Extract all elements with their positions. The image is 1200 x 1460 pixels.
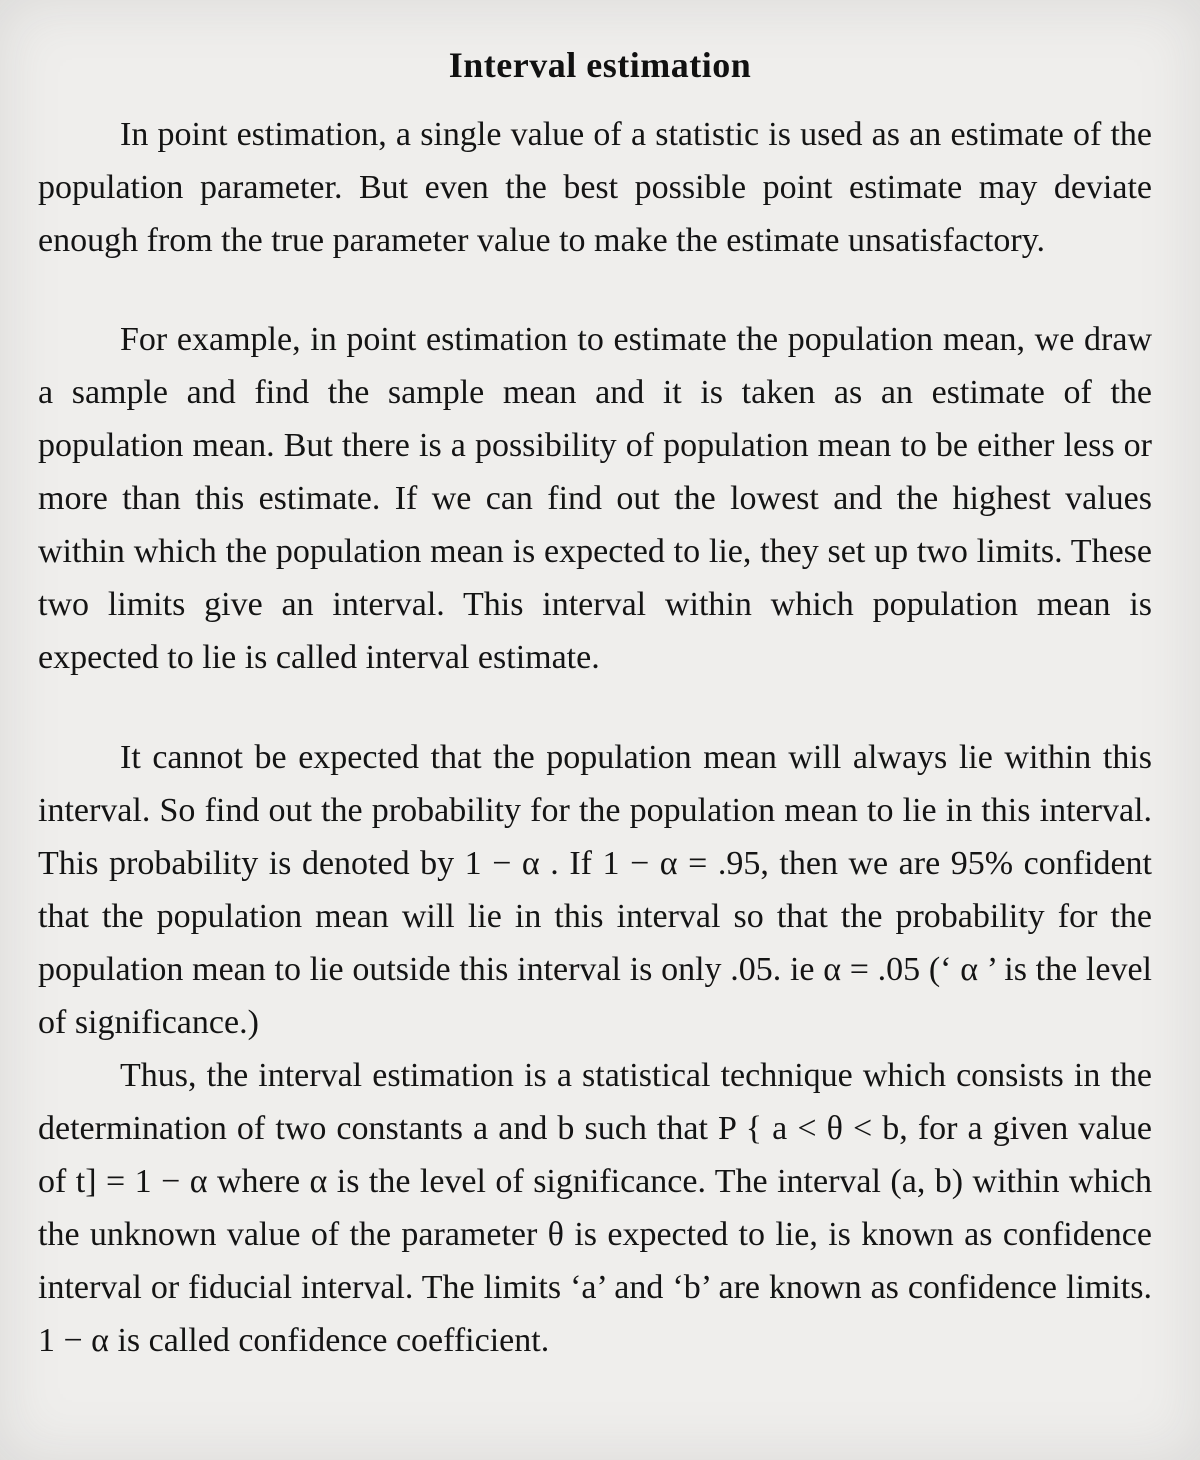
paragraph-example: For example, in point estimation to estimate the population mean, we draw a sample and find the sample mean and it is taken as an estimate of the population mean. But there is a possibility of population mean to be either less or more than this estimate. If we can find out the lowest and the highest values within which the population mean is expected to lie, they set up two limits. These two limits give an interval. This interval within which population mean is expected to lie is called interval estimate. — [38, 321, 1152, 676]
page-title: Interval estimation — [448, 45, 752, 85]
paragraph-confidence-interval: Thus, the interval estimation is a statistical technique which consists in the determination of two constants a and b such that P { a < θ < b, for a given value of t] = 1 − α where α is the level of significance. The interval (a, b) within which the unknown value of the parameter θ is expected to lie, is known as confidence interval or fiducial interval. The limits ‘a’ and ‘b’ are known as confidence limits. 1 − α is called confidence coefficient. — [38, 1057, 1152, 1359]
paragraph-probability: It cannot be expected that the population mean will always lie within this interval. So find out the probability for the population mean to lie in this interval. This probability is denoted by 1 − α . If 1 − α = .95, then we are 95% confident that the population mean will lie in this interval so that the probability for the population mean to lie outside this interval is only .05. ie α = .05 (‘ α ’ is the level of significance.) — [38, 739, 1152, 1041]
paragraph-point-estimation: In point estimation, a single value of a statistic is used as an estimate of the population parameter. But even the best possible point estimate may deviate enough from the true parameter value to make the estimate unsatisfactory. — [38, 116, 1152, 259]
